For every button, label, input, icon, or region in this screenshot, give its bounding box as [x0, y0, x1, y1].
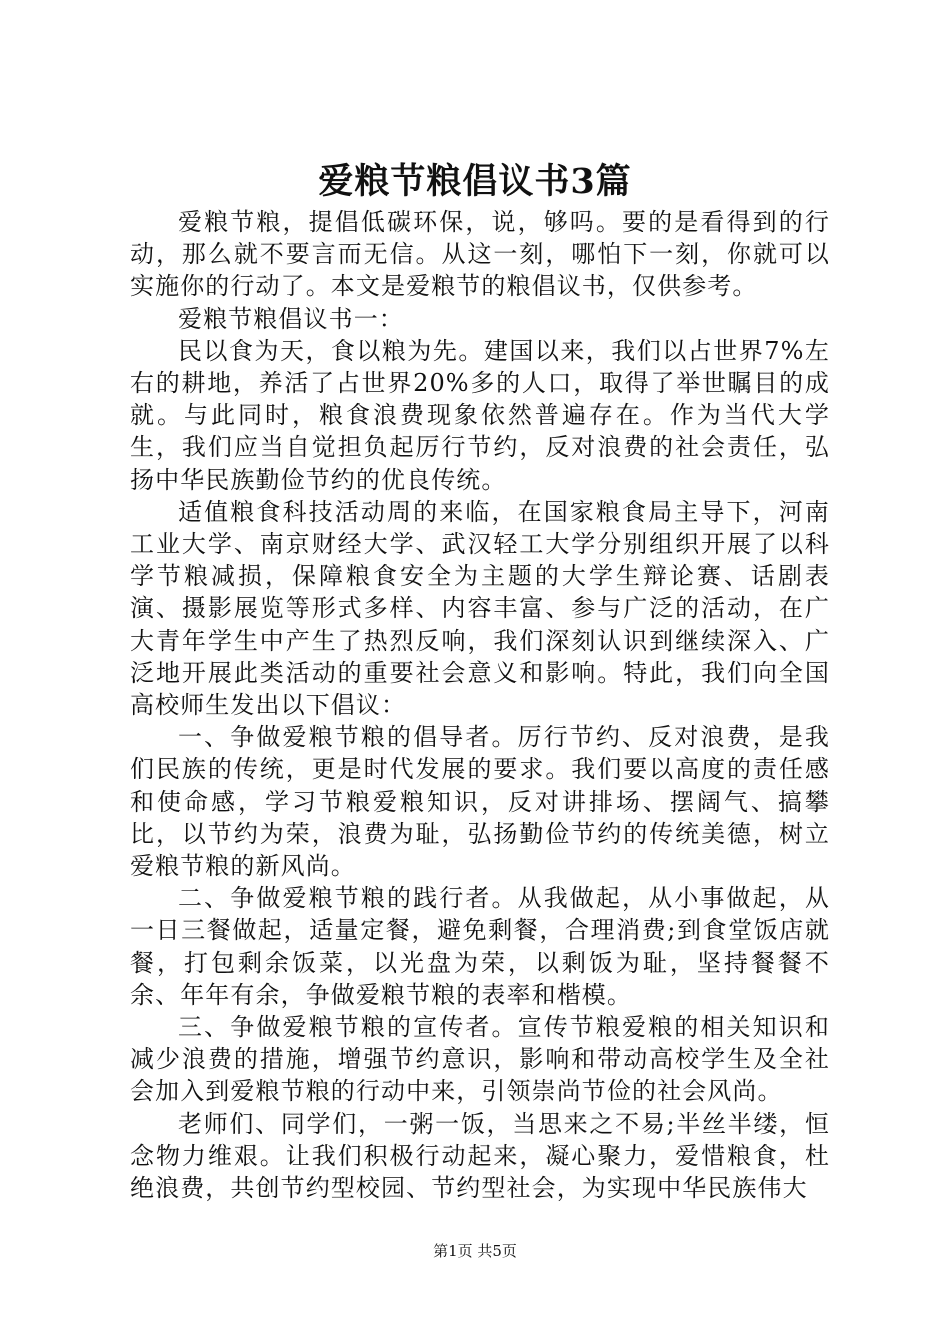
document-title: 爱粮节粮倡议书3篇 — [318, 161, 632, 202]
document-body — [130, 206, 830, 1204]
page-number: 第1页 共5页 — [433, 1242, 517, 1260]
proposal-item-1: 一、争做爱粮节粮的倡导者。厉行节约、反对浪费，是我们民族的传统，更是时代发展的要求。我们要以高度的责任感和使命感，学习节粮爱粮知识，反对讲排场、摆阔气、搞攀比，以节约为荣，浪费为耻，弘扬勤俭节约的传统美德，树立爱粮节粮的新风尚。 — [130, 723, 830, 881]
body-paragraph: 民以食为天，食以粮为先。建国以来，我们以占世界7%左右的耕地，养活了占世界20%多的人口，取得了举世瞩目的成就。与此同时，粮食浪费现象依然普遍存在。作为当代大学生，我们应当自觉担负起厉行节约，反对浪费的社会责任，弘扬中华民族勤俭节约的优良传统。 — [130, 336, 830, 494]
intro-paragraph: 爱粮节粮，提倡低碳环保，说，够吗。要的是看得到的行动，那么就不要言而无信。从这一刻，哪怕下一刻，你就可以实施你的行动了。本文是爱粮节的粮倡议书，仅供参考。 — [130, 208, 830, 301]
closing-paragraph: 老师们、同学们，一粥一饭，当思来之不易;半丝半缕，恒念物力维艰。让我们积极行动起来，凝心聚力，爱惜粮食，杜绝浪费，共创节约型校园、节约型社会，为实现中华民族伟大 — [130, 1109, 830, 1203]
body-paragraph: 适值粮食科技活动周的来临，在国家粮食局主导下，河南工业大学、南京财经大学、武汉轻工大学分别组织开展了以科学节粮减损，保障粮食安全为主题的大学生辩论赛、话剧表演、摄影展览等形式多样、内容丰富、参与广泛的活动，在广大青年学生中产生了热烈反响，我们深刻认识到继续深入、广泛地开展此类活动的重要社会意义和影响。特此，我们向全国高校师生发出以下倡议： — [130, 497, 830, 720]
section-heading: 爱粮节粮倡议书一： — [178, 304, 404, 333]
proposal-item-3: 三、争做爱粮节粮的宣传者。宣传节粮爱粮的相关知识和减少浪费的措施，增强节约意识，影响和带动高校学生及全社会加入到爱粮节粮的行动中来，引领崇尚节俭的社会风尚。 — [130, 1013, 830, 1106]
proposal-item-2: 二、争做爱粮节粮的践行者。从我做起，从小事做起，从一日三餐做起，适量定餐，避免剩餐，合理消费;到食堂饭店就餐，打包剩余饭菜，以光盘为荣，以剩饭为耻，坚持餐餐不余、年年有余，争做爱粮节粮的表率和楷模。 — [130, 884, 830, 1009]
